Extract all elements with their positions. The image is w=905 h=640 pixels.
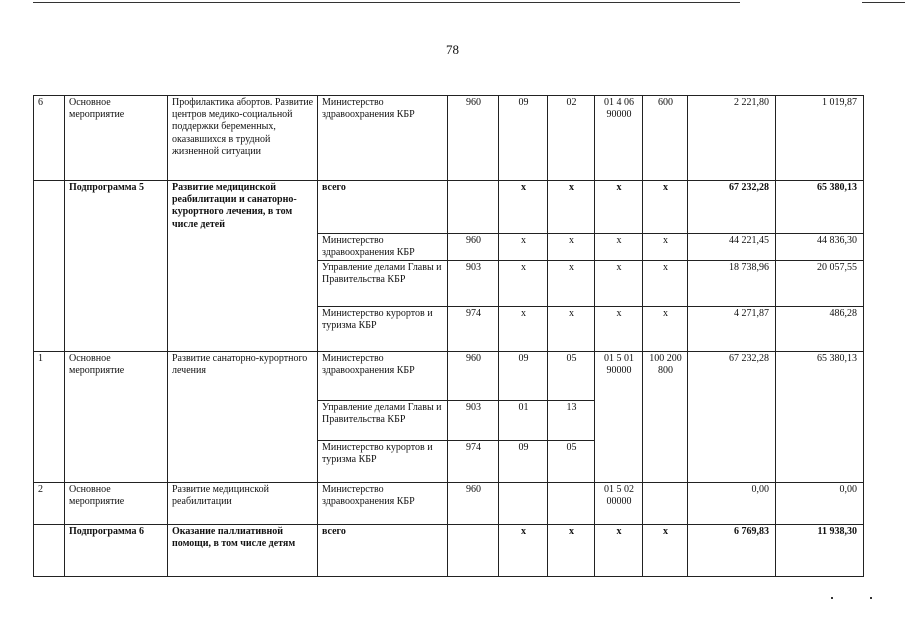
row-grbs: 960 xyxy=(448,234,499,261)
row-name: Развитие санаторно-курортного лечения xyxy=(168,352,318,483)
budget-table xyxy=(33,95,864,577)
row-type: Основное мероприятие xyxy=(65,483,168,525)
row-org: Министерство курортов и туризма КБР xyxy=(318,441,448,483)
row-pr xyxy=(548,483,595,525)
table-row xyxy=(34,525,864,577)
row-org: Управление делами Главы и Правительства КБР xyxy=(318,401,448,441)
row-vr: 100 200 800 xyxy=(643,352,688,483)
row-csr: x xyxy=(595,525,643,577)
row-value-1: 6 769,83 xyxy=(688,525,776,577)
row-vr: x xyxy=(643,181,688,234)
scan-speck xyxy=(831,597,833,599)
row-rz: x xyxy=(499,307,548,352)
row-csr: 01 5 02 00000 xyxy=(595,483,643,525)
row-value-2: 11 938,30 xyxy=(776,525,864,577)
row-rz: 01 xyxy=(499,401,548,441)
table-row xyxy=(34,96,864,181)
row-pr: x xyxy=(548,181,595,234)
row-value-1: 2 221,80 xyxy=(688,96,776,181)
row-pr: 05 xyxy=(548,352,595,401)
row-org: Министерство здравоохранения КБР xyxy=(318,483,448,525)
row-value-2: 486,28 xyxy=(776,307,864,352)
row-grbs: 974 xyxy=(448,441,499,483)
row-vr: x xyxy=(643,525,688,577)
row-csr: x xyxy=(595,261,643,307)
row-csr: x xyxy=(595,181,643,234)
row-vr: 600 xyxy=(643,96,688,181)
row-grbs xyxy=(448,525,499,577)
row-vr: x xyxy=(643,261,688,307)
row-org: Министерство здравоохранения КБР xyxy=(318,352,448,401)
row-grbs: 903 xyxy=(448,401,499,441)
row-pr: x xyxy=(548,525,595,577)
row-grbs: 960 xyxy=(448,352,499,401)
row-type: Подпрограмма 6 xyxy=(65,525,168,577)
table-row xyxy=(34,181,864,234)
row-csr: 01 5 01 90000 xyxy=(595,352,643,483)
row-rz xyxy=(499,483,548,525)
row-grbs xyxy=(448,181,499,234)
row-rz: x xyxy=(499,234,548,261)
row-value-1: 44 221,45 xyxy=(688,234,776,261)
row-value-1: 67 232,28 xyxy=(688,352,776,483)
row-value-1: 4 271,87 xyxy=(688,307,776,352)
row-name: Профилактика абортов. Развитие центров медико-социальной поддержки беременных, оказавшихся в трудной жизненной ситуации xyxy=(168,96,318,181)
page-number: 78 xyxy=(446,42,459,57)
row-rz: 09 xyxy=(499,352,548,401)
row-type: Основное мероприятие xyxy=(65,96,168,181)
row-csr: x xyxy=(595,307,643,352)
scan-speck xyxy=(870,597,872,599)
row-name: Развитие медицинской реабилитации и санаторно-курортного лечения, в том числе детей xyxy=(168,181,318,352)
row-vr: x xyxy=(643,307,688,352)
row-value-1: 0,00 xyxy=(688,483,776,525)
row-value-2: 65 380,13 xyxy=(776,352,864,483)
row-csr: 01 4 06 90000 xyxy=(595,96,643,181)
row-csr: x xyxy=(595,234,643,261)
row-grbs: 960 xyxy=(448,483,499,525)
row-value-2: 65 380,13 xyxy=(776,181,864,234)
row-rz: x xyxy=(499,261,548,307)
row-pr: 05 xyxy=(548,441,595,483)
row-org: Министерство здравоохранения КБР xyxy=(318,96,448,181)
row-value-1: 67 232,28 xyxy=(688,181,776,234)
header-rule xyxy=(33,2,740,3)
row-number: 2 xyxy=(34,483,65,525)
row-org: всего xyxy=(318,525,448,577)
row-value-2: 0,00 xyxy=(776,483,864,525)
row-pr: 02 xyxy=(548,96,595,181)
row-type: Основное мероприятие xyxy=(65,352,168,483)
row-pr: x xyxy=(548,307,595,352)
row-number: 1 xyxy=(34,352,65,483)
row-value-2: 1 019,87 xyxy=(776,96,864,181)
row-name: Оказание паллиативной помощи, в том числе детям xyxy=(168,525,318,577)
row-vr xyxy=(643,483,688,525)
row-grbs: 974 xyxy=(448,307,499,352)
row-org: Управление делами Главы и Правительства КБР xyxy=(318,261,448,307)
row-org: Министерство здравоохранения КБР xyxy=(318,234,448,261)
row-rz: x xyxy=(499,525,548,577)
row-name: Развитие медицинской реабилитации xyxy=(168,483,318,525)
row-vr: x xyxy=(643,234,688,261)
row-rz: 09 xyxy=(499,96,548,181)
row-org: всего xyxy=(318,181,448,234)
row-pr: x xyxy=(548,261,595,307)
row-pr: 13 xyxy=(548,401,595,441)
row-type: Подпрограмма 5 xyxy=(65,181,168,352)
row-org: Министерство курортов и туризма КБР xyxy=(318,307,448,352)
header-rule-right xyxy=(862,2,905,3)
row-pr: x xyxy=(548,234,595,261)
table-row xyxy=(34,483,864,525)
row-value-2: 20 057,55 xyxy=(776,261,864,307)
row-rz: x xyxy=(499,181,548,234)
row-grbs: 960 xyxy=(448,96,499,181)
row-number xyxy=(34,525,65,577)
row-value-1: 18 738,96 xyxy=(688,261,776,307)
row-number: 6 xyxy=(34,96,65,181)
row-value-2: 44 836,30 xyxy=(776,234,864,261)
table-row xyxy=(34,352,864,401)
row-grbs: 903 xyxy=(448,261,499,307)
row-rz: 09 xyxy=(499,441,548,483)
row-number xyxy=(34,181,65,352)
